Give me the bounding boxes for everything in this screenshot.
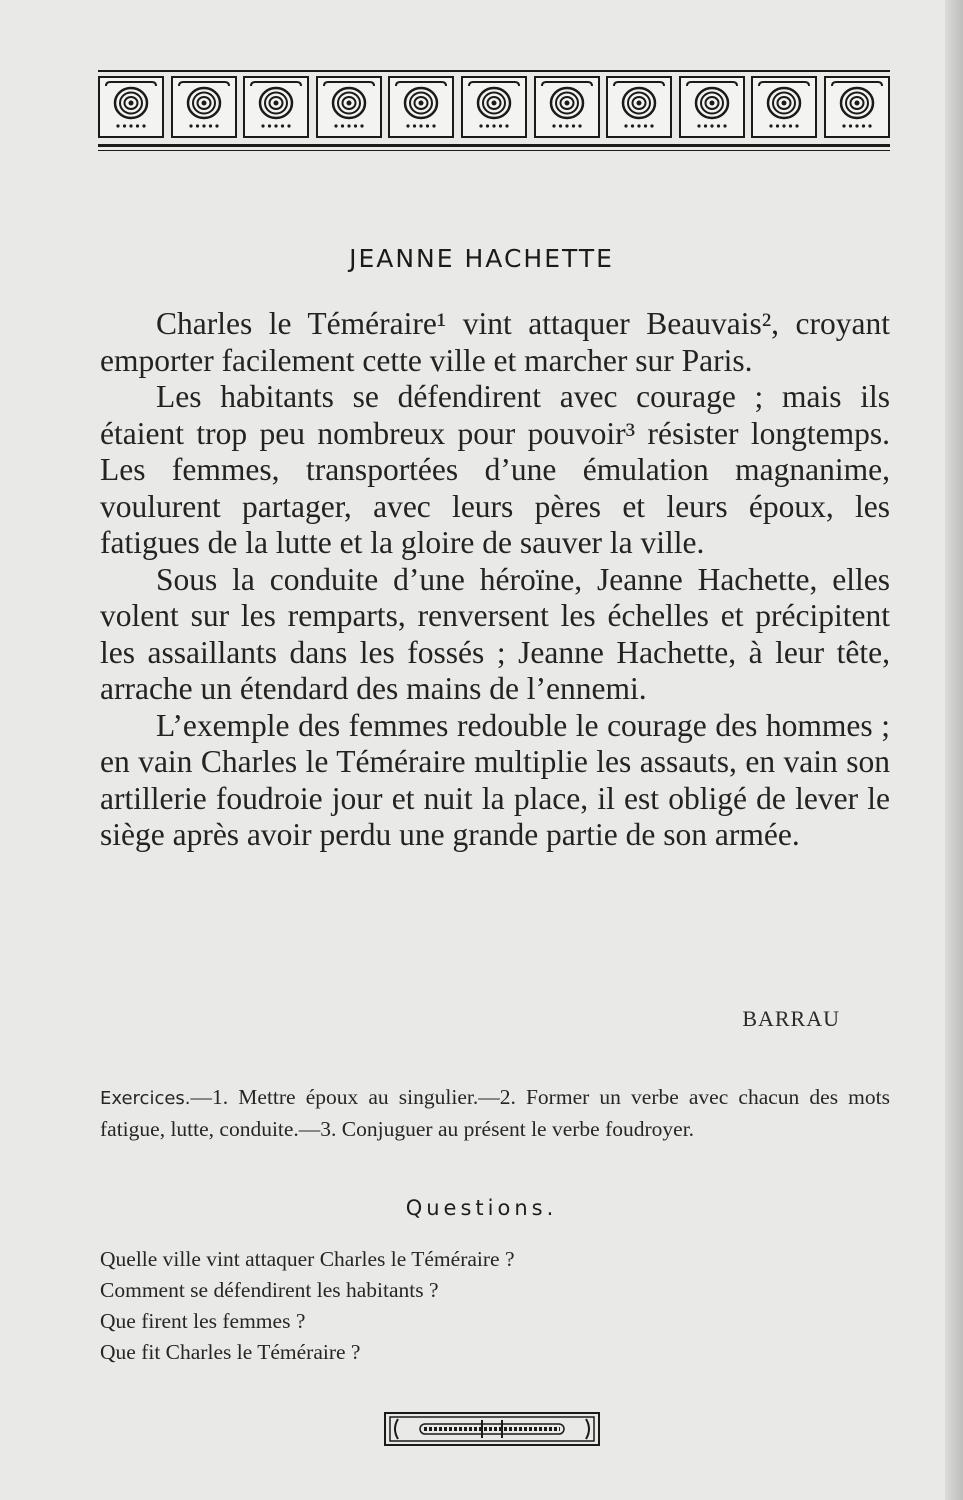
frieze-spiral-tile: [751, 76, 817, 138]
frieze-spiral-tile: [534, 76, 600, 138]
paragraph: L’exemple des femmes redouble le courage des hommes ; en vain Charles le Téméraire multiplie les assauts, en vain son artillerie foudroie jour et nuit la place, il est obligé de lever le siège après avoir perdu une grande partie de son armée.: [100, 707, 890, 852]
questions-list: [100, 1244, 800, 1368]
ornamental-header-frieze: [98, 70, 890, 154]
frieze-spiral-tile: [388, 76, 454, 138]
question-item: Que firent les femmes ?: [100, 1309, 306, 1333]
frieze-spiral-tile: [98, 76, 164, 138]
exercises-label: Exercices.: [100, 1088, 191, 1109]
paragraph: Charles le Téméraire¹ vint attaquer Beauvais², croyant emporter facilement cette ville et marcher sur Paris.: [100, 306, 890, 378]
frieze-spiral-tile: [243, 76, 309, 138]
frieze-spiral-tile: [461, 76, 527, 138]
question-item: Comment se défendirent les habitants ?: [100, 1278, 439, 1302]
paragraph: Sous la conduite d’une héroïne, Jeanne Hachette, elles volent sur les remparts, renversent les échelles et précipitent les assaillants dans les fossés ; Jeanne Hachette, à leur tête, arrache un étendard des mains de l’ennemi.: [100, 561, 890, 706]
paragraph: Les habitants se défendirent avec courage ; mais ils étaient trop peu nombreux pour pouvoir³ résister longtemps. Les femmes, transportées d’une émulation magnanime, voulurent partager, avec leurs pères et leurs époux, les fatigues de la lutte et la gloire de sauver la ville.: [100, 379, 890, 560]
author-name: BARRAU: [742, 1006, 840, 1031]
tail-ornament: [384, 1412, 600, 1446]
frieze-spiral-tile: [606, 76, 672, 138]
exercises-text: —1. Mettre époux au singulier.—2. Former un verbe avec chacun des mots fatigue, lutte, conduite.—3. Conjuguer au présent le verbe foudroyer.: [100, 1085, 890, 1141]
question-item: Quelle ville vint attaquer Charles le Téméraire ?: [100, 1247, 515, 1271]
questions-heading: Questions.: [405, 1196, 558, 1220]
chapter-title: JEANNE HACHETTE: [349, 244, 614, 273]
frieze-spiral-tile: [316, 76, 382, 138]
frieze-spiral-tile: [679, 76, 745, 138]
frieze-spiral-tile: [824, 76, 890, 138]
exercises-block: [100, 1082, 890, 1145]
question-item: Que fit Charles le Téméraire ?: [100, 1340, 361, 1364]
page-edge: [945, 0, 963, 1500]
frieze-spiral-tile: [171, 76, 237, 138]
story-text: [100, 306, 890, 854]
